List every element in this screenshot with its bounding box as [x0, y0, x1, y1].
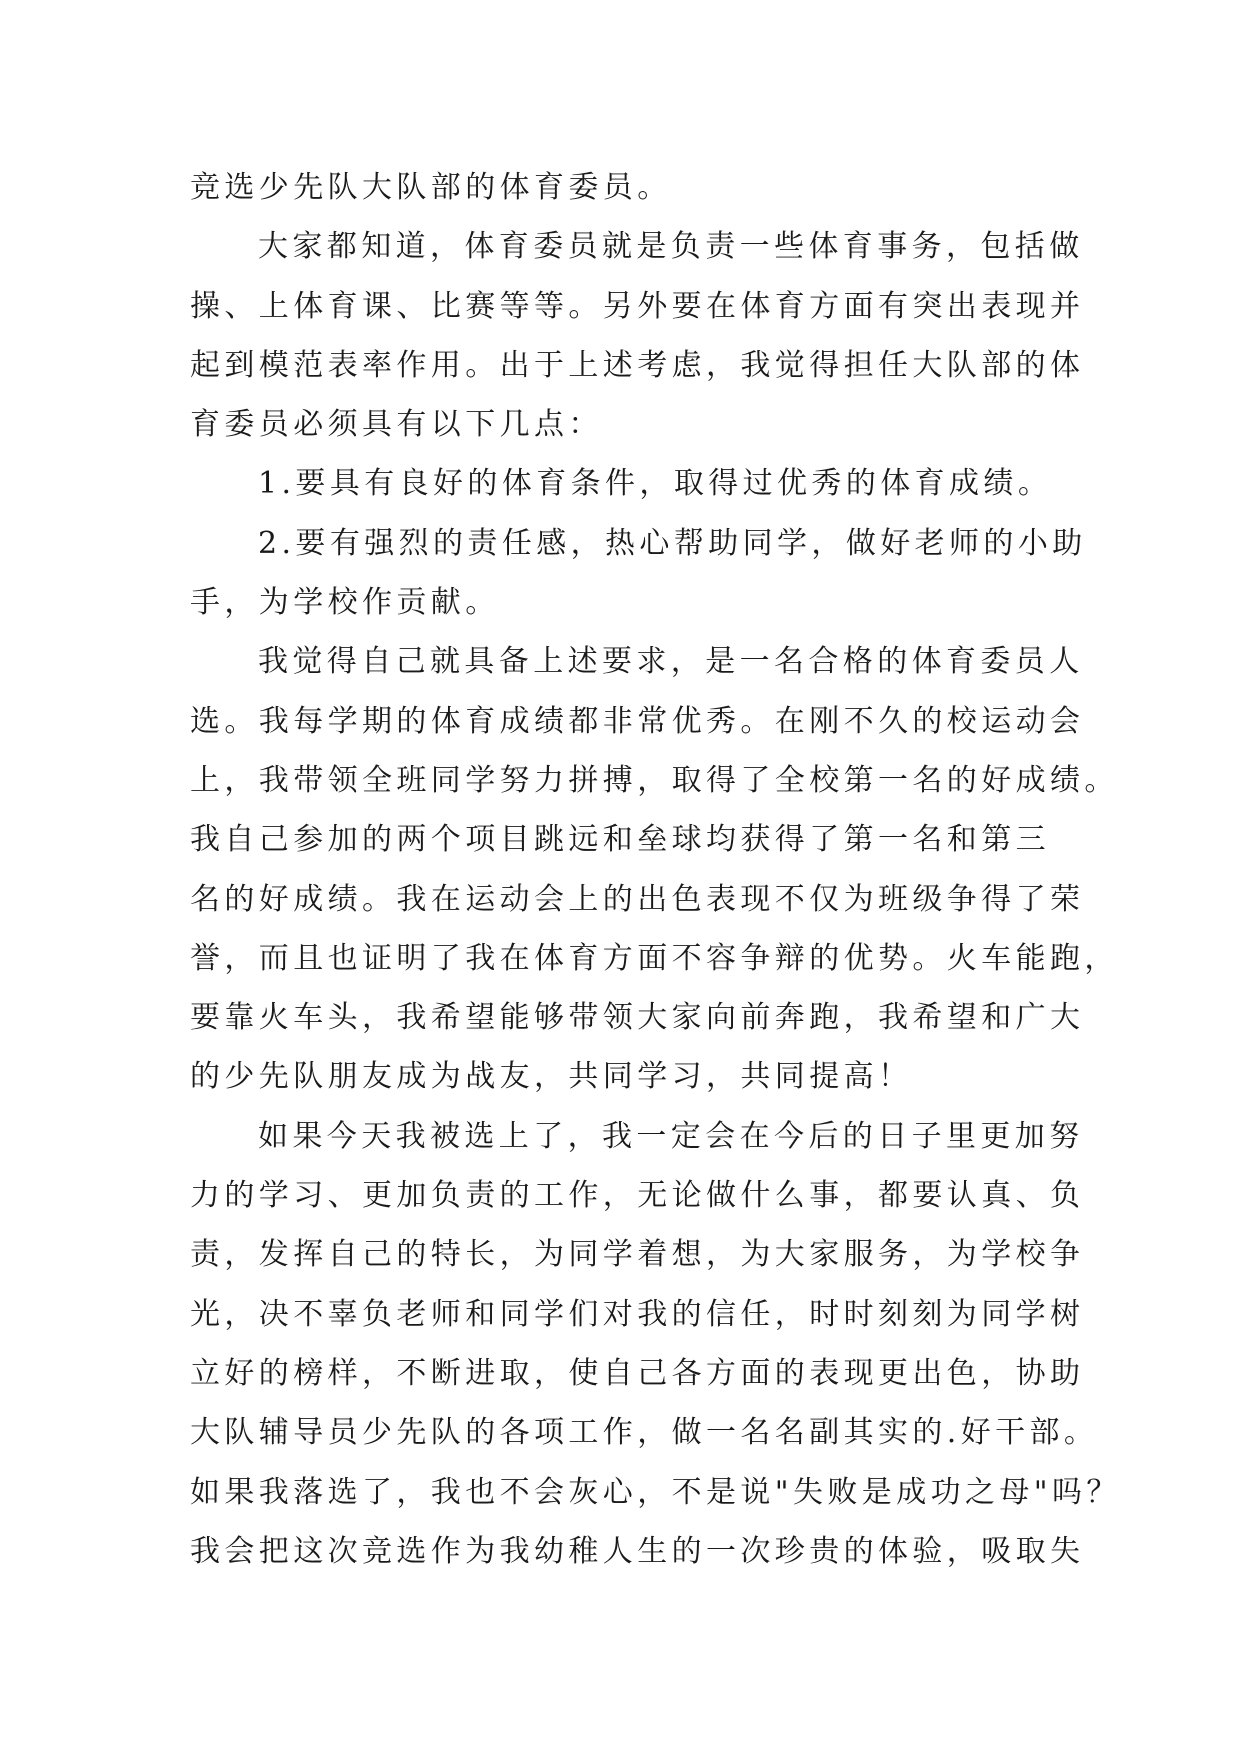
text-line: 上，我带领全班同学努力拼搏，取得了全校第一名的好成绩。	[190, 762, 1119, 798]
document-body	[190, 158, 1121, 1581]
text-line: 力的学习、更加负责的工作，无论做什么事，都要认真、负	[190, 1178, 1085, 1214]
text-line: 立好的榜样，不断进取，使自己各方面的表现更出色，协助	[190, 1355, 1085, 1391]
text-line: 名的好成绩。我在运动会上的出色表现不仅为班级争得了荣	[190, 881, 1085, 917]
text-line: 选。我每学期的体育成绩都非常优秀。在刚不久的校运动会	[190, 703, 1085, 739]
text-line: 的少先队朋友成为战友，共同学习，共同提高！	[190, 1059, 913, 1095]
text-line: 大家都知道，体育委员就是负责一些体育事务，包括做	[258, 229, 1084, 265]
text-line: 要靠火车头，我希望能够带领大家向前奔跑，我希望和广大	[190, 1000, 1085, 1036]
text-line: 大队辅导员少先队的各项工作，做一名名副其实的.好干部。	[190, 1415, 1099, 1451]
text-line: 我会把这次竞选作为我幼稚人生的一次珍贵的体验，吸取失	[190, 1533, 1085, 1569]
text-line: 如果今天我被选上了，我一定会在今后的日子里更加努	[258, 1118, 1084, 1154]
text-line: 誉，而且也证明了我在体育方面不容争辩的优势。火车能跑，	[190, 940, 1119, 976]
text-line: 光，决不辜负老师和同学们对我的信任，时时刻刻为同学树	[190, 1296, 1085, 1332]
text-line: 我自己参加的两个项目跳远和垒球均获得了第一名和第三	[190, 822, 1050, 858]
text-line: 2.要有强烈的责任感，热心帮助同学，做好老师的小助	[258, 525, 1087, 561]
text-line: 竞选少先队大队部的体育委员。	[190, 170, 672, 205]
text-line: 1.要具有良好的体育条件，取得过优秀的体育成绩。	[258, 466, 1053, 502]
text-line: 手，为学校作贡献。	[190, 585, 500, 621]
text-line: 操、上体育课、比赛等等。另外要在体育方面有突出表现并	[190, 288, 1085, 324]
text-line: 起到模范表率作用。出于上述考虑，我觉得担任大队部的体	[190, 347, 1085, 383]
text-line: 我觉得自己就具备上述要求，是一名合格的体育委员人	[258, 644, 1084, 680]
text-line: 如果我落选了，我也不会灰心，不是说"失败是成功之母"吗？	[190, 1474, 1121, 1510]
text-line: 责，发挥自己的特长，为同学着想，为大家服务，为学校争	[190, 1237, 1085, 1273]
text-line: 育委员必须具有以下几点：	[190, 407, 603, 443]
